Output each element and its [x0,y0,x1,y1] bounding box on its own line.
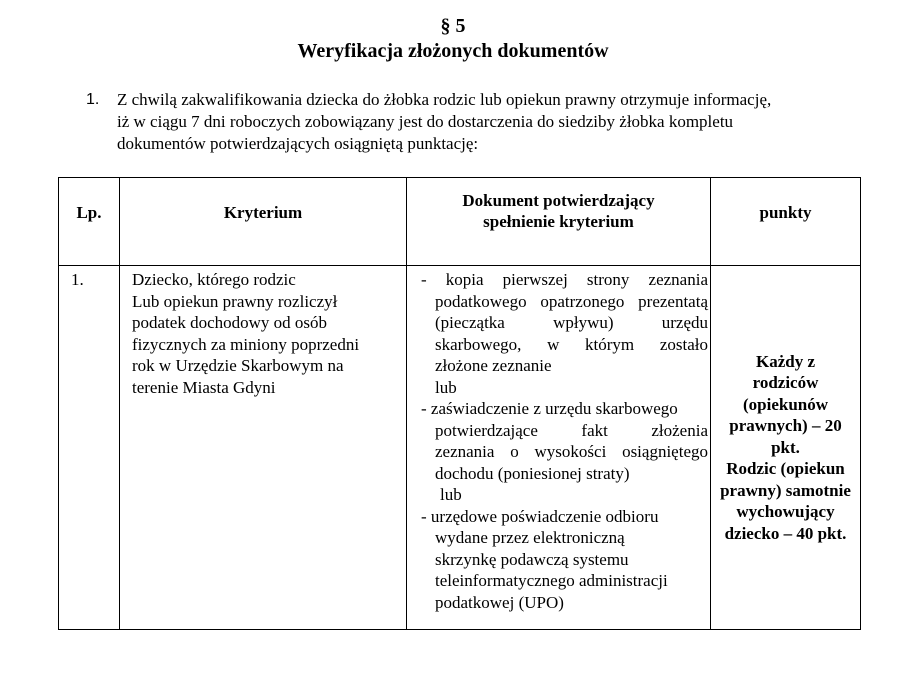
paragraph-line: dokumentów potwierdzających osiągniętą punktację: [117,134,479,153]
paragraph-line: iż w ciągu 7 dni roboczych zobowiązany jest do dostarczenia do siedziby żłobka kompletu [117,112,734,131]
cell-points: Każdy z rodziców (opiekunów prawnych) – 20 pkt. Rodzic (opiekun prawny) samotnie wychowujący dziecko – 40 pkt. [711,266,861,630]
criteria-table [58,177,861,630]
document-item-tax-office-certificate: - zaświadczenie z urzędu skarbowego potwierdzające fakt złożenia zeznania o wysokości osiągniętego dochodu (poniesionej straty) [421,399,708,483]
section-title: Weryfikacja złożonych dokumentów [297,40,609,62]
section-number: § 5 [440,15,466,37]
separator-or: lub [440,485,462,504]
cell-lp: 1. [59,266,120,630]
header-document: Dokument potwierdzający spełnienie kryterium [407,178,711,266]
document-item-upo: - urzędowe poświadczenie odbioru wydane przez elektroniczną skrzynkę podawczą systemu teleinformatycznego administracji podatkowej (UPO) [421,506,668,612]
table-row [59,266,861,630]
paragraph-1 [86,89,812,155]
paragraph-text [117,89,812,155]
separator-or: lub [435,377,457,397]
header-lp: Lp. [59,178,120,266]
header-criterion: Kryterium [120,178,407,266]
header-points: punkty [711,178,861,266]
paragraph-number: 1. [86,91,100,108]
cell-document [407,266,711,630]
paragraph-line: Z chwilą zakwalifikowania dziecka do żłobka rodzic lub opiekun prawny otrzymuje informację, [117,90,772,109]
document-item-tax-return-copy: - kopia pierwszej strony zeznania podatkowego opatrzonego prezentatą (pieczątka wpływu) urzędu skarbowego, w którym zostało złożone zeznanie [421,270,708,375]
table-header-row [59,178,861,266]
cell-criterion: Dziecko, którego rodzic Lub opiekun prawny rozliczył podatek dochodowy od osób fizycznych za miniony poprzedni rok w Urzędzie Skarbowym na terenie Miasta Gdyni [120,266,407,630]
